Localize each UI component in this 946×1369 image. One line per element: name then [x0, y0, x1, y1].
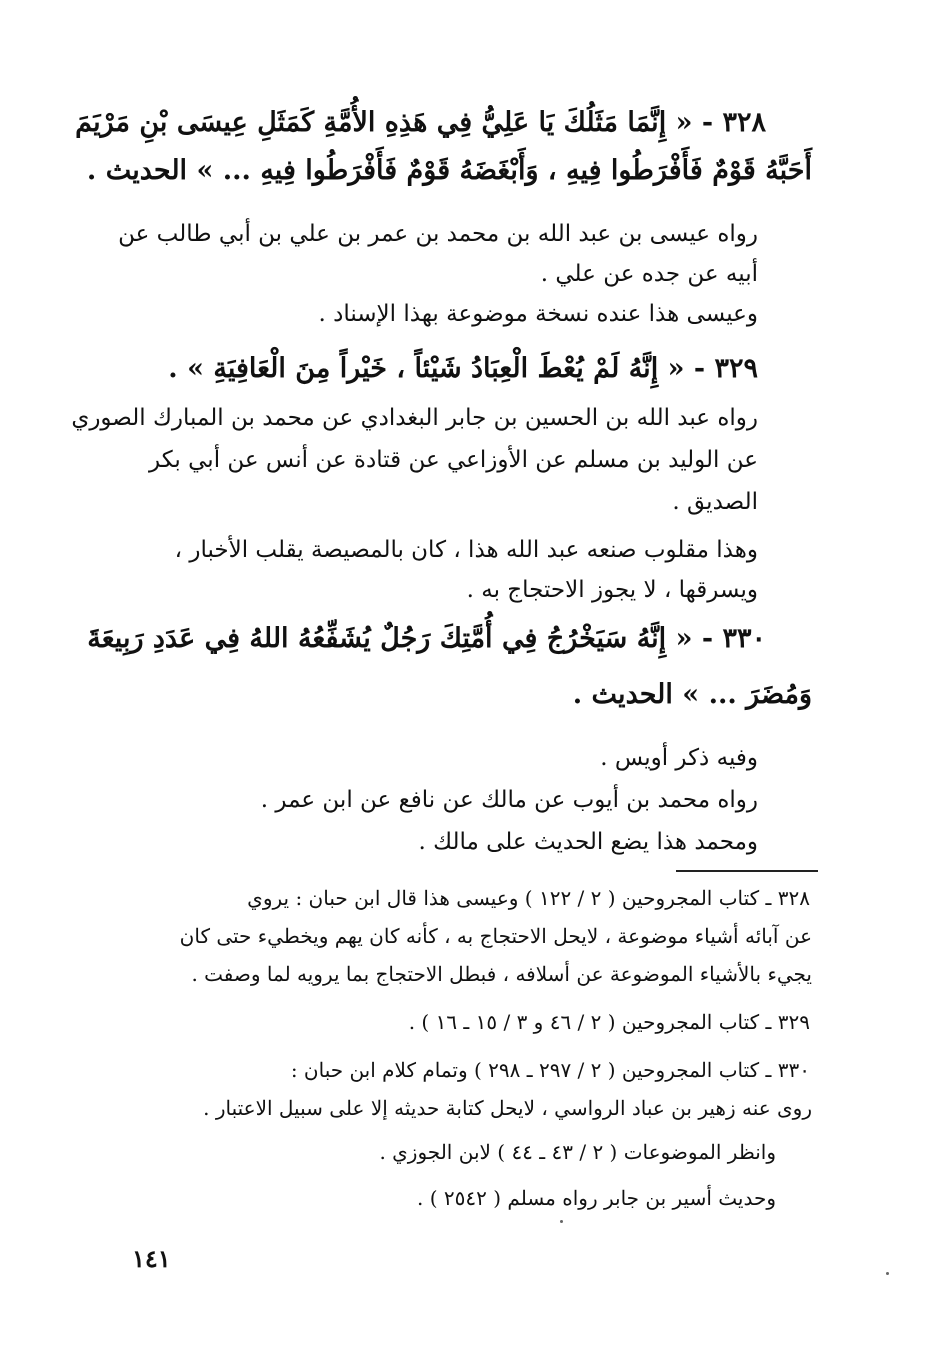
commentary-330-line-2: رواه محمد بن أيوب عن مالك عن نافع عن ابن عمر . [260, 787, 758, 813]
hadith-328-line-2: أَحَبَّهُ قَوْمٌ فَأَفْرَطُوا فِيهِ ، وَأَبْغَضَهُ قَوْمٌ فَأَفْرَطُوا فِيهِ ... » الحديث . [86, 155, 812, 186]
commentary-329-line-5: ويسرقها ، لا يجوز الاحتجاج به . [466, 577, 758, 603]
footnote-329-line-1: ٣٢٩ ـ كتاب المجروحين ( ٢ / ٤٦ و ٣ / ١٥ ـ ١٦ ) . [408, 1010, 810, 1034]
commentary-329-line-3: الصديق . [672, 489, 758, 515]
footnote-328-line-3: يجيء بالأشياء الموضوعة عن أسلافه ، فبطل الاحتجاج بما يرويه لما وصفت . [191, 962, 812, 986]
commentary-329-line-4: وهذا مقلوب صنعه عبد الله هذا ، كان بالمصيصة يقلب الأخبار ، [174, 537, 758, 563]
hadith-329-line-1: ٣٢٩ - « إِنَّهُ لَمْ يُعْطَ الْعِبَادُ شَيْئاً ، خَيْراً مِنَ الْعَافِيَةِ » . [168, 353, 758, 384]
commentary-329-line-1: رواه عبد الله بن الحسين بن جابر البغدادي عن محمد بن المبارك الصوري [71, 405, 758, 431]
footnote-328-line-1: ٣٢٨ ـ كتاب المجروحين ( ٢ / ١٢٢ ) وعيسى هذا قال ابن حبان : يروي [247, 886, 810, 910]
footnote-330-line-1: ٣٣٠ ـ كتاب المجروحين ( ٢ / ٢٩٧ ـ ٢٩٨ ) وتمام كلام ابن حبان : [290, 1058, 810, 1082]
hadith-328-line-1: ٣٢٨ - « إِنَّمَا مَثَلُكَ يَا عَلِيُّ فِي هَذِهِ الأُمَّةِ كَمَثَلِ عِيسَى بْنِ مَرْيَمَ [75, 107, 766, 138]
page-number: ١٤١ [132, 1244, 171, 1273]
footnote-330-line-3: وانظر الموضوعات ( ٢ / ٤٣ ـ ٤٤ ) لابن الجوزي . [379, 1140, 776, 1164]
hadith-330-line-2: وَمُضَرَ ... » الحديث . [572, 679, 812, 710]
commentary-328-line-1: رواه عيسى بن عبد الله بن محمد بن عمر بن علي بن أبي طالب عن [118, 221, 758, 247]
footnote-330-line-2: روى عنه زهير بن عباد الرواسي ، لايحل كتابة حديثه إلا على سبيل الاعتبار . [203, 1096, 812, 1120]
footnote-330-line-4: وحديث أسير بن جابر رواه مسلم ( ٢٥٤٢ ) . [417, 1186, 776, 1210]
scan-speck [560, 1220, 563, 1223]
commentary-328-line-2: أبيه عن جده عن علي . [540, 261, 758, 287]
commentary-330-line-3: ومحمد هذا يضع الحديث على مالك . [418, 829, 758, 855]
footnote-separator [676, 870, 818, 872]
hadith-330-line-1: ٣٣٠ - « إِنَّهُ سَيَخْرُجُ فِي أُمَّتِكَ رَجُلٌ يُشَفِّعُهُ اللهُ فِي عَدَدِ رَبِيعَةَ [87, 623, 766, 654]
commentary-330-line-1: وفيه ذكر أويس . [600, 745, 758, 771]
commentary-328-line-3: وعيسى هذا عنده نسخة موضوعة بهذا الإسناد . [318, 301, 758, 327]
commentary-329-line-2: عن الوليد بن مسلم عن الأوزاعي عن قتادة عن أنس عن أبي بكر [149, 447, 758, 473]
footnote-328-line-2: عن آبائه أشياء موضوعة ، لايحل الاحتجاج به ، كأنه كان يهم ويخطيء حتى كان [179, 924, 812, 948]
scan-speck [886, 1272, 889, 1275]
